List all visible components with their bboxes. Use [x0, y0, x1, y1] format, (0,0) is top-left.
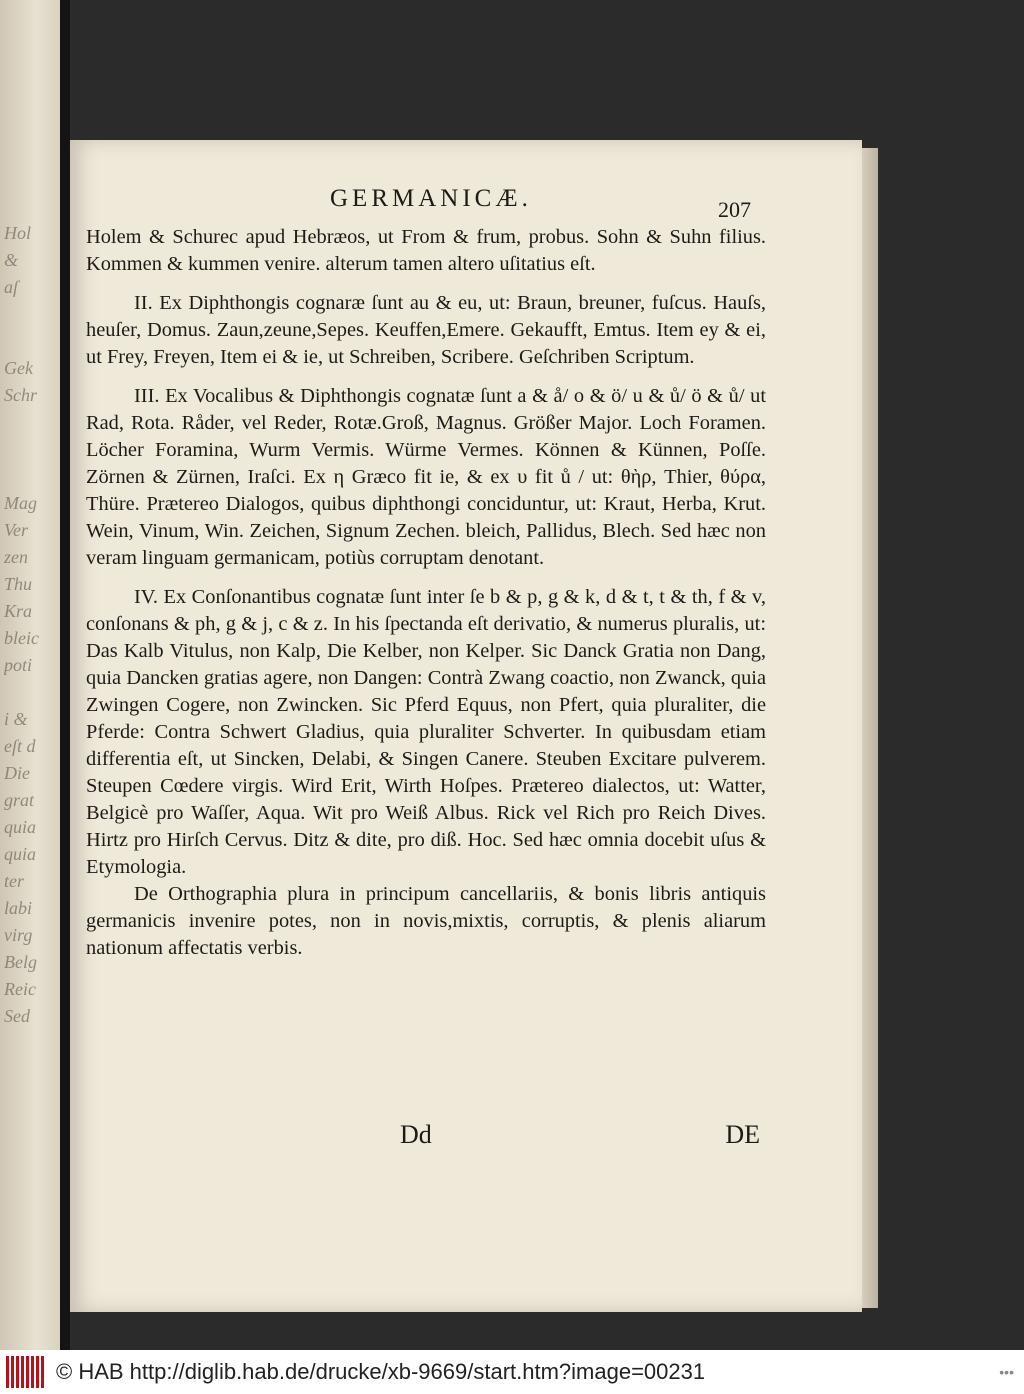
bleed-line: zen — [4, 547, 28, 567]
facing-page-text — [4, 220, 60, 1030]
bleed-line: Belg — [4, 952, 37, 972]
book-spine — [60, 0, 70, 1350]
bleed-line: Gek — [4, 358, 33, 378]
page-number: 207 — [718, 197, 751, 222]
bleed-line — [4, 679, 60, 706]
viewer-footer — [0, 1350, 1024, 1394]
bleed-line: Thu — [4, 574, 33, 594]
bleed-line: quia — [4, 844, 37, 864]
bleed-line: & — [4, 250, 19, 270]
copyright-link[interactable]: © HAB http://diglib.hab.de/drucke/xb-9669/start.htm?image=00231 — [56, 1359, 706, 1384]
bleed-line: virg — [4, 925, 33, 945]
bleed-line: Die — [4, 763, 30, 783]
body-text — [86, 224, 766, 962]
bleed-line: i & — [4, 709, 28, 729]
bleed-line: Reic — [4, 979, 36, 999]
bleed-line: poti — [4, 655, 33, 675]
paragraph: Holem & Schurec apud Hebræos, ut From & frum, probus. Sohn & Suhn filius. Kommen & kummen venire. alterum tamen altero uſitatius eſt. — [86, 226, 766, 275]
bleed-line — [4, 328, 60, 355]
bleed-line: Ver — [4, 520, 28, 540]
bleed-line: quia — [4, 817, 37, 837]
more-icon[interactable]: ••• — [999, 1364, 1014, 1380]
signature-mark: Dd — [400, 1120, 432, 1149]
bleed-line: Mag — [4, 493, 37, 513]
page-edge — [862, 148, 878, 1308]
paragraph: De Orthographia plura in principum cancellariis, & bonis libris antiquis germanicis invenire potes, non in novis,mixtis, corruptis, & plenis aliarum nationum affectatis verbis. — [86, 883, 766, 959]
bleed-line — [4, 301, 60, 328]
bleed-line — [4, 436, 60, 463]
bleed-line — [4, 409, 60, 436]
catchwords — [400, 1120, 760, 1150]
running-header: GERMANICÆ. — [330, 185, 532, 212]
paragraph: III. Ex Vocalibus & Diphthongis cognatæ ſunt a & å/ o & ö/ u & ů/ ö & ů/ ut Rad, Rota. Råder, vel Reder, Rotæ.Groß, Magnus. Größer Major. Loch Foramen. Löcher Foramina, Wurm Vermis. Würme Vermes. Können & Künnen, Poſſe. Zörnen & Zürnen, Iraſci. Ex η Græco fit ie, & ex υ fit ů / ut: θὴρ, Thier, θύρα, Thüre. Prætereo Dialogos, quibus diphthongi conciduntur, ut: Kraut, Herba, Krut. Wein, Vinum, Win. Zeichen, Signum Zechen. bleich, Pallidus, Blech. Sed hæc non veram linguam germanicam, potiùs corruptam denotant. — [86, 385, 766, 569]
bleed-line: labi — [4, 898, 33, 918]
bleed-line: ter — [4, 871, 24, 891]
bleed-line: bleic — [4, 628, 39, 648]
bleed-line — [4, 463, 60, 490]
bleed-line: Sed — [4, 1006, 30, 1026]
catchword: DE — [725, 1120, 760, 1149]
paragraph: II. Ex Diphthongis cognaræ ſunt au & eu, ut: Braun, breuner, fuſcus. Hauſs, heuſer, Domus. Zaun,zeune,Sepes. Keuffen,Emere. Gekaufft, Emtus. Item ey & ei, ut Frey, Freyen, Item ei & ie, ut Schreiben, Scribere. Geſchriben Scriptum. — [86, 292, 766, 368]
paragraph: IV. Ex Conſonantibus cognatæ ſunt inter ſe b & p, g & k, d & t, t & th, f & v, conſonans & ph, g & j, c & z. In his ſpectanda eſt derivatio, & numerus pluralis, ut: Das Kalb Vitulus, non Kalp, Die Kelber, non Kelper. Sic Danck Gratia non Dang, quia Dancken gratias agere, non Dangen: Contrà Zwang coactio, non Zwanck, quia Zwingen Cogere, non Zwincken. Sic Pferd Equus, non Pfert, quia pluraliter, die Pferde: Contra Schwert Gladius, quia pluraliter Schverter. In quibusdam etiam differentia eſt, ut Sincken, Delabi, & Singen Canere. Steuben Excitare pulverem. Steupen Cœdere virgis. Wird Erit, Wirth Hoſpes. Prætereo dialectos, ut: Watter, Belgicè pro Waſſer, Aqua. Wit pro Weiß Albus. Rick vel Rich pro Reich Dives. Hirtz pro Hirſch Cervus. Ditz & dite, pro diß. Hoc. Sed hæc omnia docebit uſus & Etymologia. — [86, 586, 766, 878]
bleed-line: grat — [4, 790, 35, 810]
hab-logo-icon — [6, 1356, 46, 1388]
bleed-line: eſt d — [4, 736, 36, 756]
bleed-line: aſ — [4, 277, 19, 297]
facing-page-strip — [0, 0, 60, 1350]
bleed-line: Kra — [4, 601, 33, 621]
bleed-line: Hol — [4, 223, 31, 243]
bleed-line: Schr — [4, 385, 37, 405]
